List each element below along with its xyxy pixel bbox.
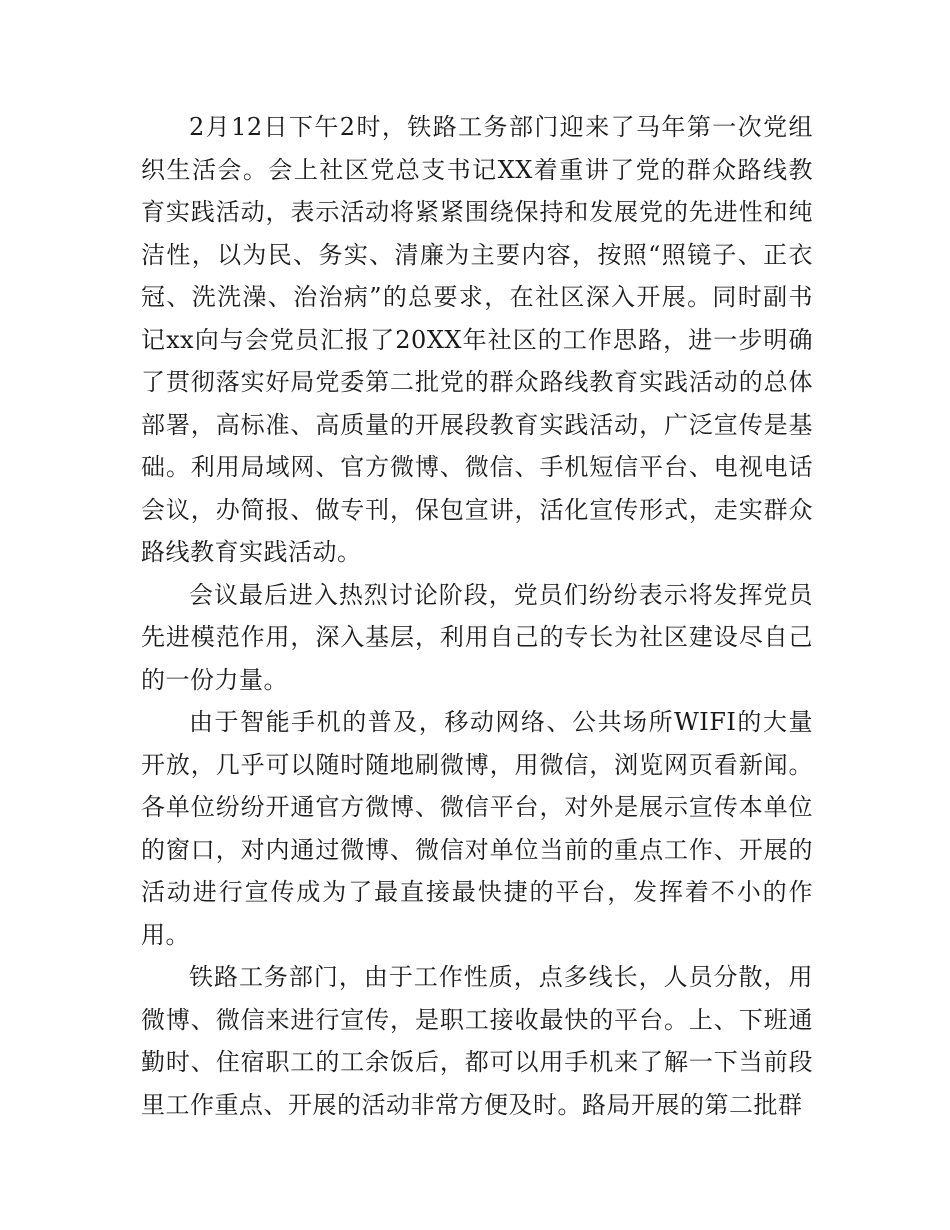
document-body	[141, 106, 813, 1126]
paragraph-smartphone-media: 由于智能手机的普及，移动网络、公共场所WIFI的大量开放，几乎可以随时随地刷微博，用微信，浏览网页看新闻。各单位纷纷开通官方微博、微信平台，对外是展示宣传本单位的窗口，对内通过微博、微信对单位当前的重点工作、开展的活动进行宣传成为了最直接最快捷的平台，发挥着不小的作用。	[141, 708, 813, 949]
paragraph-railway-department: 铁路工务部门，由于工作性质，点多线长，人员分散，用微博、微信来进行宣传，是职工接收最快的平台。上、下班通勤时、住宿职工的工余饭后，都可以用手机来了解一下当前段里工作重点、开展的活动非常方便及时。路局开展的第二批群	[141, 963, 813, 1119]
paragraph-discussion: 会议最后进入热烈讨论阶段，党员们纷纷表示将发挥党员先进模范作用，深入基层，利用自己的专长为社区建设尽自己的一份力量。	[141, 580, 813, 694]
paragraph-meeting-summary: 2月12日下午2时，铁路工务部门迎来了马年第一次党组织生活会。会上社区党总支书记XX着重讲了党的群众路线教育实践活动，表示活动将紧紧围绕保持和发展党的先进性和纯洁性，以为民、务实、清廉为主要内容，按照“照镜子、正衣冠、洗洗澡、治治病”的总要求，在社区深入开展。同时副书记xx向与会党员汇报了20XX年社区的工作思路，进一步明确了贯彻落实好局党委第二批党的群众路线教育实践活动的总体部署，高标准、高质量的开展段教育实践活动，广泛宣传是基础。利用局域网、官方微博、微信、手机短信平台、电视电话会议，办简报、做专刊，保包宣讲，活化宣传形式，走实群众路线教育实践活动。	[141, 113, 813, 566]
